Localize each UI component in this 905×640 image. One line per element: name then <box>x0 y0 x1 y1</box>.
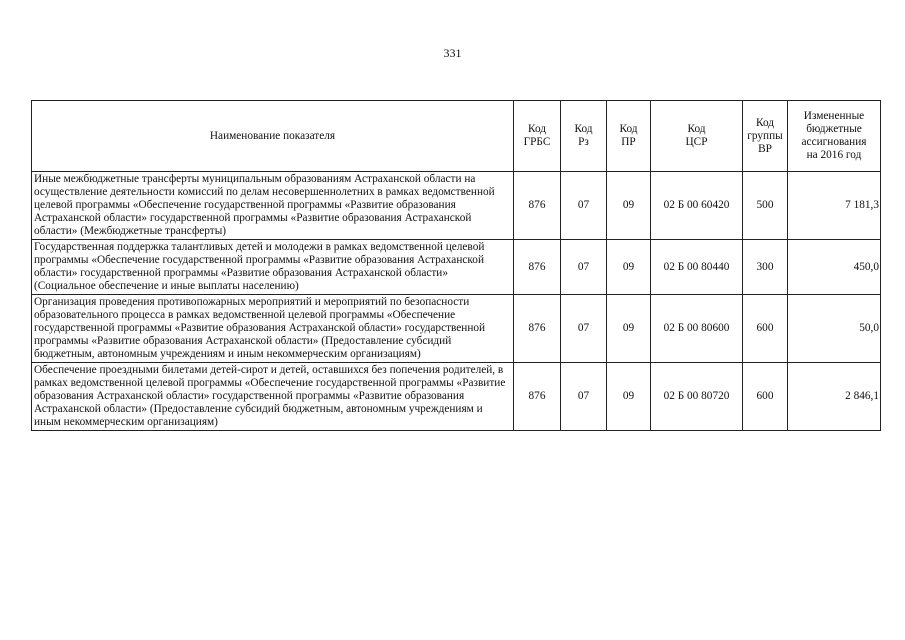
header-name: Наименование показателя <box>32 101 514 172</box>
row-pr: 09 <box>607 363 651 431</box>
header-vr: Код группы ВР <box>743 101 788 172</box>
row-rz: 07 <box>561 363 607 431</box>
table-header-row <box>32 101 881 172</box>
row-vr: 500 <box>743 172 788 240</box>
row-pr: 09 <box>607 295 651 363</box>
header-csr: Код ЦСР <box>651 101 743 172</box>
row-name: Обеспечение проездными билетами детей-сирот и детей, оставшихся без попечения родителей, в рамках ведомственной целевой программы «Обеспечение государственной программы «Развитие образования Астраханской области» государственной программы «Развитие образования Астраханской области» (Предоставление субсидий бюджетным, автономным учреждениям и иным некоммерческим организациям) <box>32 363 514 431</box>
row-rz: 07 <box>561 240 607 295</box>
row-amount: 7 181,3 <box>788 172 881 240</box>
row-csr: 02 Б 00 80600 <box>651 295 743 363</box>
header-pr: Код ПР <box>607 101 651 172</box>
row-pr: 09 <box>607 172 651 240</box>
budget-table <box>31 100 881 431</box>
table-row <box>32 240 881 295</box>
row-rz: 07 <box>561 295 607 363</box>
row-grbs: 876 <box>514 240 561 295</box>
page-number: 331 <box>443 46 462 60</box>
row-csr: 02 Б 00 80440 <box>651 240 743 295</box>
header-rz: Код Рз <box>561 101 607 172</box>
row-name: Государственная поддержка талантливых детей и молодежи в рамках ведомственной целевой программы «Обеспечение государственной программы «Развитие образования Астраханской области» государственной программы «Развитие образования Астраханской области» (Социальное обеспечение и иные выплаты населению) <box>32 240 514 295</box>
header-amount: Измененные бюджетные ассигнования на 2016 год <box>788 101 881 172</box>
row-amount: 50,0 <box>788 295 881 363</box>
row-vr: 300 <box>743 240 788 295</box>
row-name: Иные межбюджетные трансферты муниципальным образованиям Астраханской области на осуществление деятельности комиссий по делам несовершеннолетних в рамках ведомственной целевой программы «Обеспечение государственной программы «Развитие образования Астраханской области» государственной программы «Развитие образования Астраханской области» (Межбюджетные трансферты) <box>32 172 514 240</box>
row-grbs: 876 <box>514 363 561 431</box>
table-row <box>32 172 881 240</box>
row-pr: 09 <box>607 240 651 295</box>
row-amount: 2 846,1 <box>788 363 881 431</box>
row-grbs: 876 <box>514 295 561 363</box>
header-grbs: Код ГРБС <box>514 101 561 172</box>
row-csr: 02 Б 00 80720 <box>651 363 743 431</box>
row-amount: 450,0 <box>788 240 881 295</box>
table-row <box>32 295 881 363</box>
row-csr: 02 Б 00 60420 <box>651 172 743 240</box>
table-row <box>32 363 881 431</box>
row-rz: 07 <box>561 172 607 240</box>
row-vr: 600 <box>743 295 788 363</box>
row-name: Организация проведения противопожарных мероприятий и мероприятий по безопасности образовательного процесса в рамках ведомственной целевой программы «Обеспечение государственной программы «Развитие образования Астраханской области» государственной программы «Развитие образования Астраханской области» (Предоставление субсидий бюджетным, автономным учреждениям и иным некоммерческим организациям) <box>32 295 514 363</box>
row-vr: 600 <box>743 363 788 431</box>
row-grbs: 876 <box>514 172 561 240</box>
